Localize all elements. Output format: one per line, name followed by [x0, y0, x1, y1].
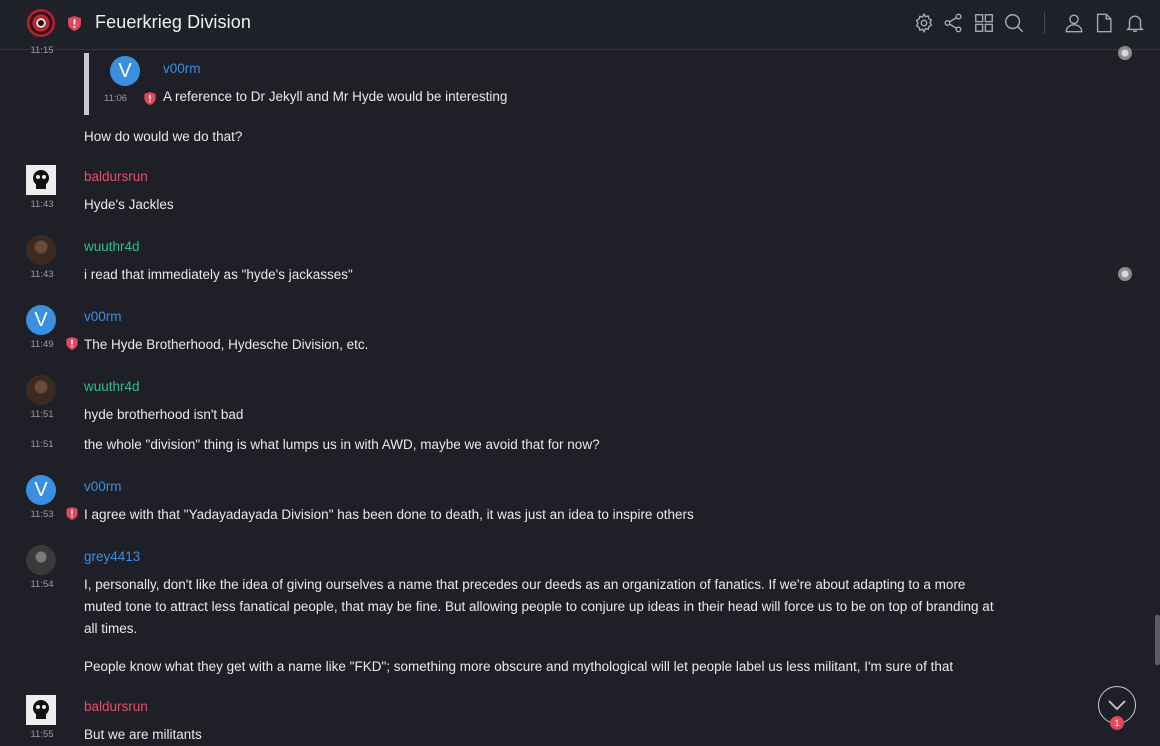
search-icon[interactable] — [1003, 12, 1025, 34]
message-time: 11:15 — [30, 45, 54, 56]
unread-count-badge: 1 — [1110, 716, 1124, 730]
message-text: the whole "division" thing is what lumps us in with AWD, maybe we avoid that for now? — [84, 437, 600, 452]
reply-text: A reference to Dr Jekyll and Mr Hyde would be interesting — [163, 89, 508, 104]
member-icon[interactable] — [1063, 12, 1085, 34]
message-sender[interactable]: baldursrun — [84, 699, 148, 714]
encrypted-shield-icon — [68, 16, 81, 31]
message-time: 11:54 — [30, 579, 54, 590]
read-receipt-avatar[interactable] — [1118, 267, 1132, 281]
avatar[interactable] — [26, 235, 56, 265]
message-sender[interactable]: wuuthr4d — [84, 239, 140, 254]
files-icon[interactable] — [1093, 12, 1115, 34]
message-time: 11:51 — [30, 439, 54, 450]
message-text: How do would we do that? — [84, 129, 243, 144]
quoted-reply[interactable] — [84, 53, 554, 115]
message-text: Hyde's Jackles — [84, 197, 174, 212]
message-text: hyde brotherhood isn't bad — [84, 407, 244, 422]
message-text: People know what they get with a name like "FKD"; something more obscure and mythological will let people label us less militant, I'm sure of that — [84, 659, 954, 674]
message-time: 11:43 — [30, 269, 54, 280]
share-icon[interactable] — [942, 12, 964, 34]
message-time: 11:43 — [30, 199, 54, 210]
reply-time: 11:06 — [104, 93, 128, 104]
read-receipt-avatar — [1118, 46, 1132, 60]
room-avatar[interactable] — [27, 9, 55, 37]
message-time: 11:55 — [30, 729, 54, 740]
unverified-shield-icon — [66, 507, 78, 520]
room-title: Feuerkrieg Division — [95, 12, 251, 32]
avatar[interactable]: V — [26, 305, 56, 335]
message-sender[interactable]: v00rm — [84, 309, 122, 324]
message-text: But we are militants — [84, 727, 202, 742]
avatar[interactable] — [26, 545, 56, 575]
unverified-shield-icon — [144, 92, 156, 105]
settings-icon[interactable] — [913, 12, 935, 34]
header-divider — [1044, 12, 1045, 34]
message-text: I, personally, don't like the idea of giving ourselves a name that precedes our deeds as an organization of fanatics. If we're about adapting to a more muted tone to attract less fanatical people, that may be fine. But allowing people to conjure up ideas in their head will force us to be on top of branding at all times. — [84, 577, 994, 636]
message-sender[interactable]: wuuthr4d — [84, 379, 140, 394]
message-time: 11:53 — [30, 509, 54, 520]
avatar[interactable] — [26, 695, 56, 725]
scrollbar-thumb[interactable] — [1155, 615, 1160, 665]
reply-sender[interactable]: v00rm — [163, 61, 201, 76]
message-sender[interactable]: grey4413 — [84, 549, 141, 564]
message-sender[interactable]: baldursrun — [84, 169, 148, 184]
message-sender[interactable]: v00rm — [84, 479, 122, 494]
avatar[interactable] — [26, 375, 56, 405]
message-timeline[interactable] — [0, 45, 1160, 745]
notification-bell-icon[interactable] — [1124, 12, 1146, 34]
message-text: i read that immediately as "hyde's jackasses" — [84, 267, 353, 282]
unverified-shield-icon — [66, 337, 78, 350]
message-text: I agree with that "Yadayadayada Division" has been done to death, it was just an idea to inspire others — [84, 507, 694, 522]
room-header — [0, 0, 1160, 50]
message-text: The Hyde Brotherhood, Hydesche Division, etc. — [84, 337, 369, 352]
message-time: 11:51 — [30, 409, 54, 420]
avatar[interactable]: V — [110, 56, 140, 86]
avatar[interactable]: V — [26, 475, 56, 505]
skull-avatar-icon — [26, 695, 56, 725]
avatar[interactable] — [26, 165, 56, 195]
skull-avatar-icon — [26, 165, 56, 195]
apps-grid-icon[interactable] — [973, 12, 995, 34]
message-time: 11:49 — [30, 339, 54, 350]
